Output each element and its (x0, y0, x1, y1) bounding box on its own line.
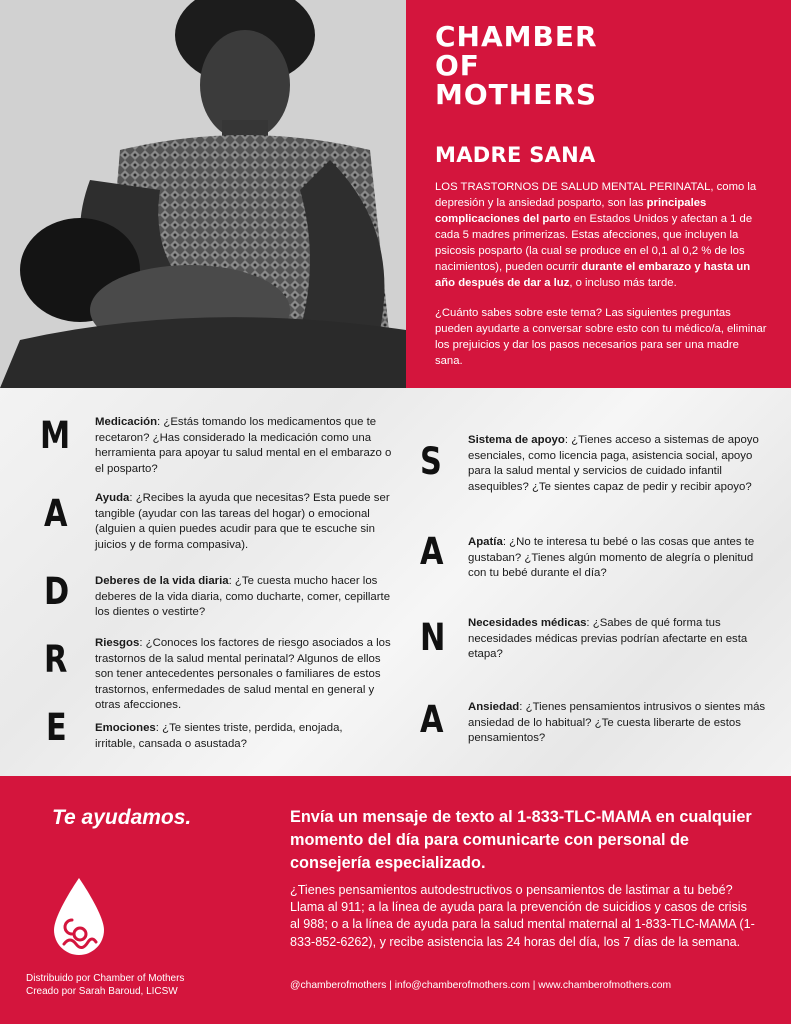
intro-panel (406, 0, 791, 388)
acrostic-letter: D (44, 570, 70, 613)
item-term: Ayuda (95, 492, 130, 504)
credits (26, 972, 184, 998)
intro-paragraph-1 (435, 179, 767, 291)
item-term: Emociones (95, 722, 156, 734)
item-term: Necesidades médicas (468, 617, 587, 629)
item-text: : ¿Sabes de qué forma tus necesidades médicas previas podrían afectarte en esta etapa? (468, 617, 748, 661)
intro-paragraph-2: ¿Cuánto sabes sobre este tema? Las siguientes preguntas pueden ayudarte a conversar sobre esto con tu médico/a, eliminar los prejuicios y dar los pasos necesarios para ser una madre sana. (435, 307, 767, 367)
madre-item (95, 636, 400, 714)
madre-item (95, 415, 395, 477)
brand-line: MOTHERS (435, 78, 598, 111)
item-text: : ¿Recibes la ayuda que necesitas? Esta puede ser tangible (ayudar con las tareas del hogar) o emocional (alguien a quien puedes acudir para que te escuche sin juicios y de forma compasiva). (95, 492, 390, 551)
header-band (0, 0, 791, 388)
item-term: Riesgos (95, 637, 140, 649)
drop-logo-graphic (50, 876, 108, 958)
madre-item (95, 721, 365, 752)
item-term: Medicación (95, 416, 158, 428)
acrostic-letter: N (420, 616, 446, 659)
acrostic-letter: S (420, 440, 442, 483)
acrostic-section (0, 388, 791, 776)
brand-logo-text (435, 22, 767, 109)
item-term: Ansiedad (468, 701, 520, 713)
intro-text-segment: LOS TRASTORNOS DE SALUD MENTAL PERINATAL, como la depresión y la ansiedad posparto, son las (435, 181, 757, 209)
intro-emphasis: durante el embarazo y hasta un año después de dar a luz (435, 261, 751, 289)
crisis-help-text: ¿Tienes pensamientos autodestructivos o pensamientos de lastimar a tu bebé? Llama al 911; a la línea de ayuda para la prevención de suicidios y casos de crisis al 988; o a la línea de ayuda para la salud mental maternal al 1-833-TLC-MAMA (1-833-852-6262), y recibe asistencia las 24 horas del día, los 7 días de la semana. (290, 883, 755, 949)
contact-links[interactable]: @chamberofmothers | info@chamberofmothers.com | www.chamberofmothers.com (290, 980, 672, 991)
created-by: Creado por Sarah Baroud, LICSW (26, 986, 178, 997)
acrostic-letter: A (420, 698, 444, 741)
intro-text-segment: en Estados Unidos y afectan a 1 de cada 5 madres primerizas. Estas afecciones, que incluyen la psicosis posparto (la cual se produce en el 0,1 al 0,2 % de los nacimientos), pueden ocurrir (435, 213, 753, 273)
text-line-heading: Envía un mensaje de texto al 1-833-TLC-MAMA en cualquier momento del día para comunicarte con personal de consejería especializado. (290, 808, 752, 872)
item-text: : ¿Te cuesta mucho hacer los deberes de la vida diaria, como ducharte, comer, cepillarte los dientes o vestirte? (95, 575, 391, 619)
item-term: Deberes de la vida diaria (95, 575, 229, 587)
item-term: Sistema de apoyo (468, 434, 565, 446)
acrostic-letter: A (44, 492, 68, 535)
mother-breastfeeding-photo (0, 0, 406, 388)
item-text: : ¿Te sientes triste, perdida, enojada, irritable, cansada o asustada? (95, 722, 343, 750)
sana-item (468, 535, 768, 582)
intro-emphasis: principales complicaciones del parto (435, 197, 707, 225)
item-text: : ¿Tienes acceso a sistemas de apoyo esenciales, como licencia paga, asistencia social, apoyo para la salud mental y servicios de cuidado infantil asequibles? ¿Te sientes capaz de pedir y recibir apoyo? (468, 434, 759, 493)
brand-line: OF (435, 49, 480, 82)
item-text: : ¿Tienes pensamientos intrusivos o sientes más ansiedad de lo habitual? ¿Te cuesta liberarte de estos pensamientos? (468, 701, 766, 745)
intro-text (435, 179, 767, 369)
acrostic-letter: M (40, 414, 71, 457)
item-text: : ¿Conoces los factores de riesgo asociados a los trastornos de la salud mental perinatal? Algunos de ellos son tener antecedentes personales o familiares de estos trastornos, enfermedades de salud mental en general y otras afecciones. (95, 637, 391, 712)
acrostic-letter: A (420, 530, 444, 573)
sana-item (468, 700, 768, 747)
section-title: MADRE SANA (435, 143, 596, 167)
item-text: : ¿No te interesa tu bebé o las cosas que antes te gustaban? ¿Tienes algún momento de alegría o plenitud con tu bebé durante el día? (468, 536, 755, 580)
sana-item (468, 433, 768, 495)
drop-logo-icon (50, 876, 108, 958)
brand-line: CHAMBER (435, 20, 598, 53)
photo-illustration (0, 0, 406, 388)
acrostic-letter: E (46, 706, 67, 749)
intro-text-segment: , o incluso más tarde. (569, 277, 677, 289)
madre-item (95, 574, 395, 621)
madre-item (95, 491, 395, 553)
acrostic-letter: R (44, 638, 68, 681)
item-term: Apatía (468, 536, 503, 548)
help-title: Te ayudamos. (52, 806, 192, 829)
distributed-by: Distribuido por Chamber of Mothers (26, 973, 185, 984)
footer-band (0, 776, 791, 1024)
item-text: : ¿Estás tomando los medicamentos que te recetaron? ¿Has considerado la medicación como una herramienta para apoyar tu salud mental en el embarazo o el posparto? (95, 416, 392, 475)
sana-item (468, 616, 758, 663)
